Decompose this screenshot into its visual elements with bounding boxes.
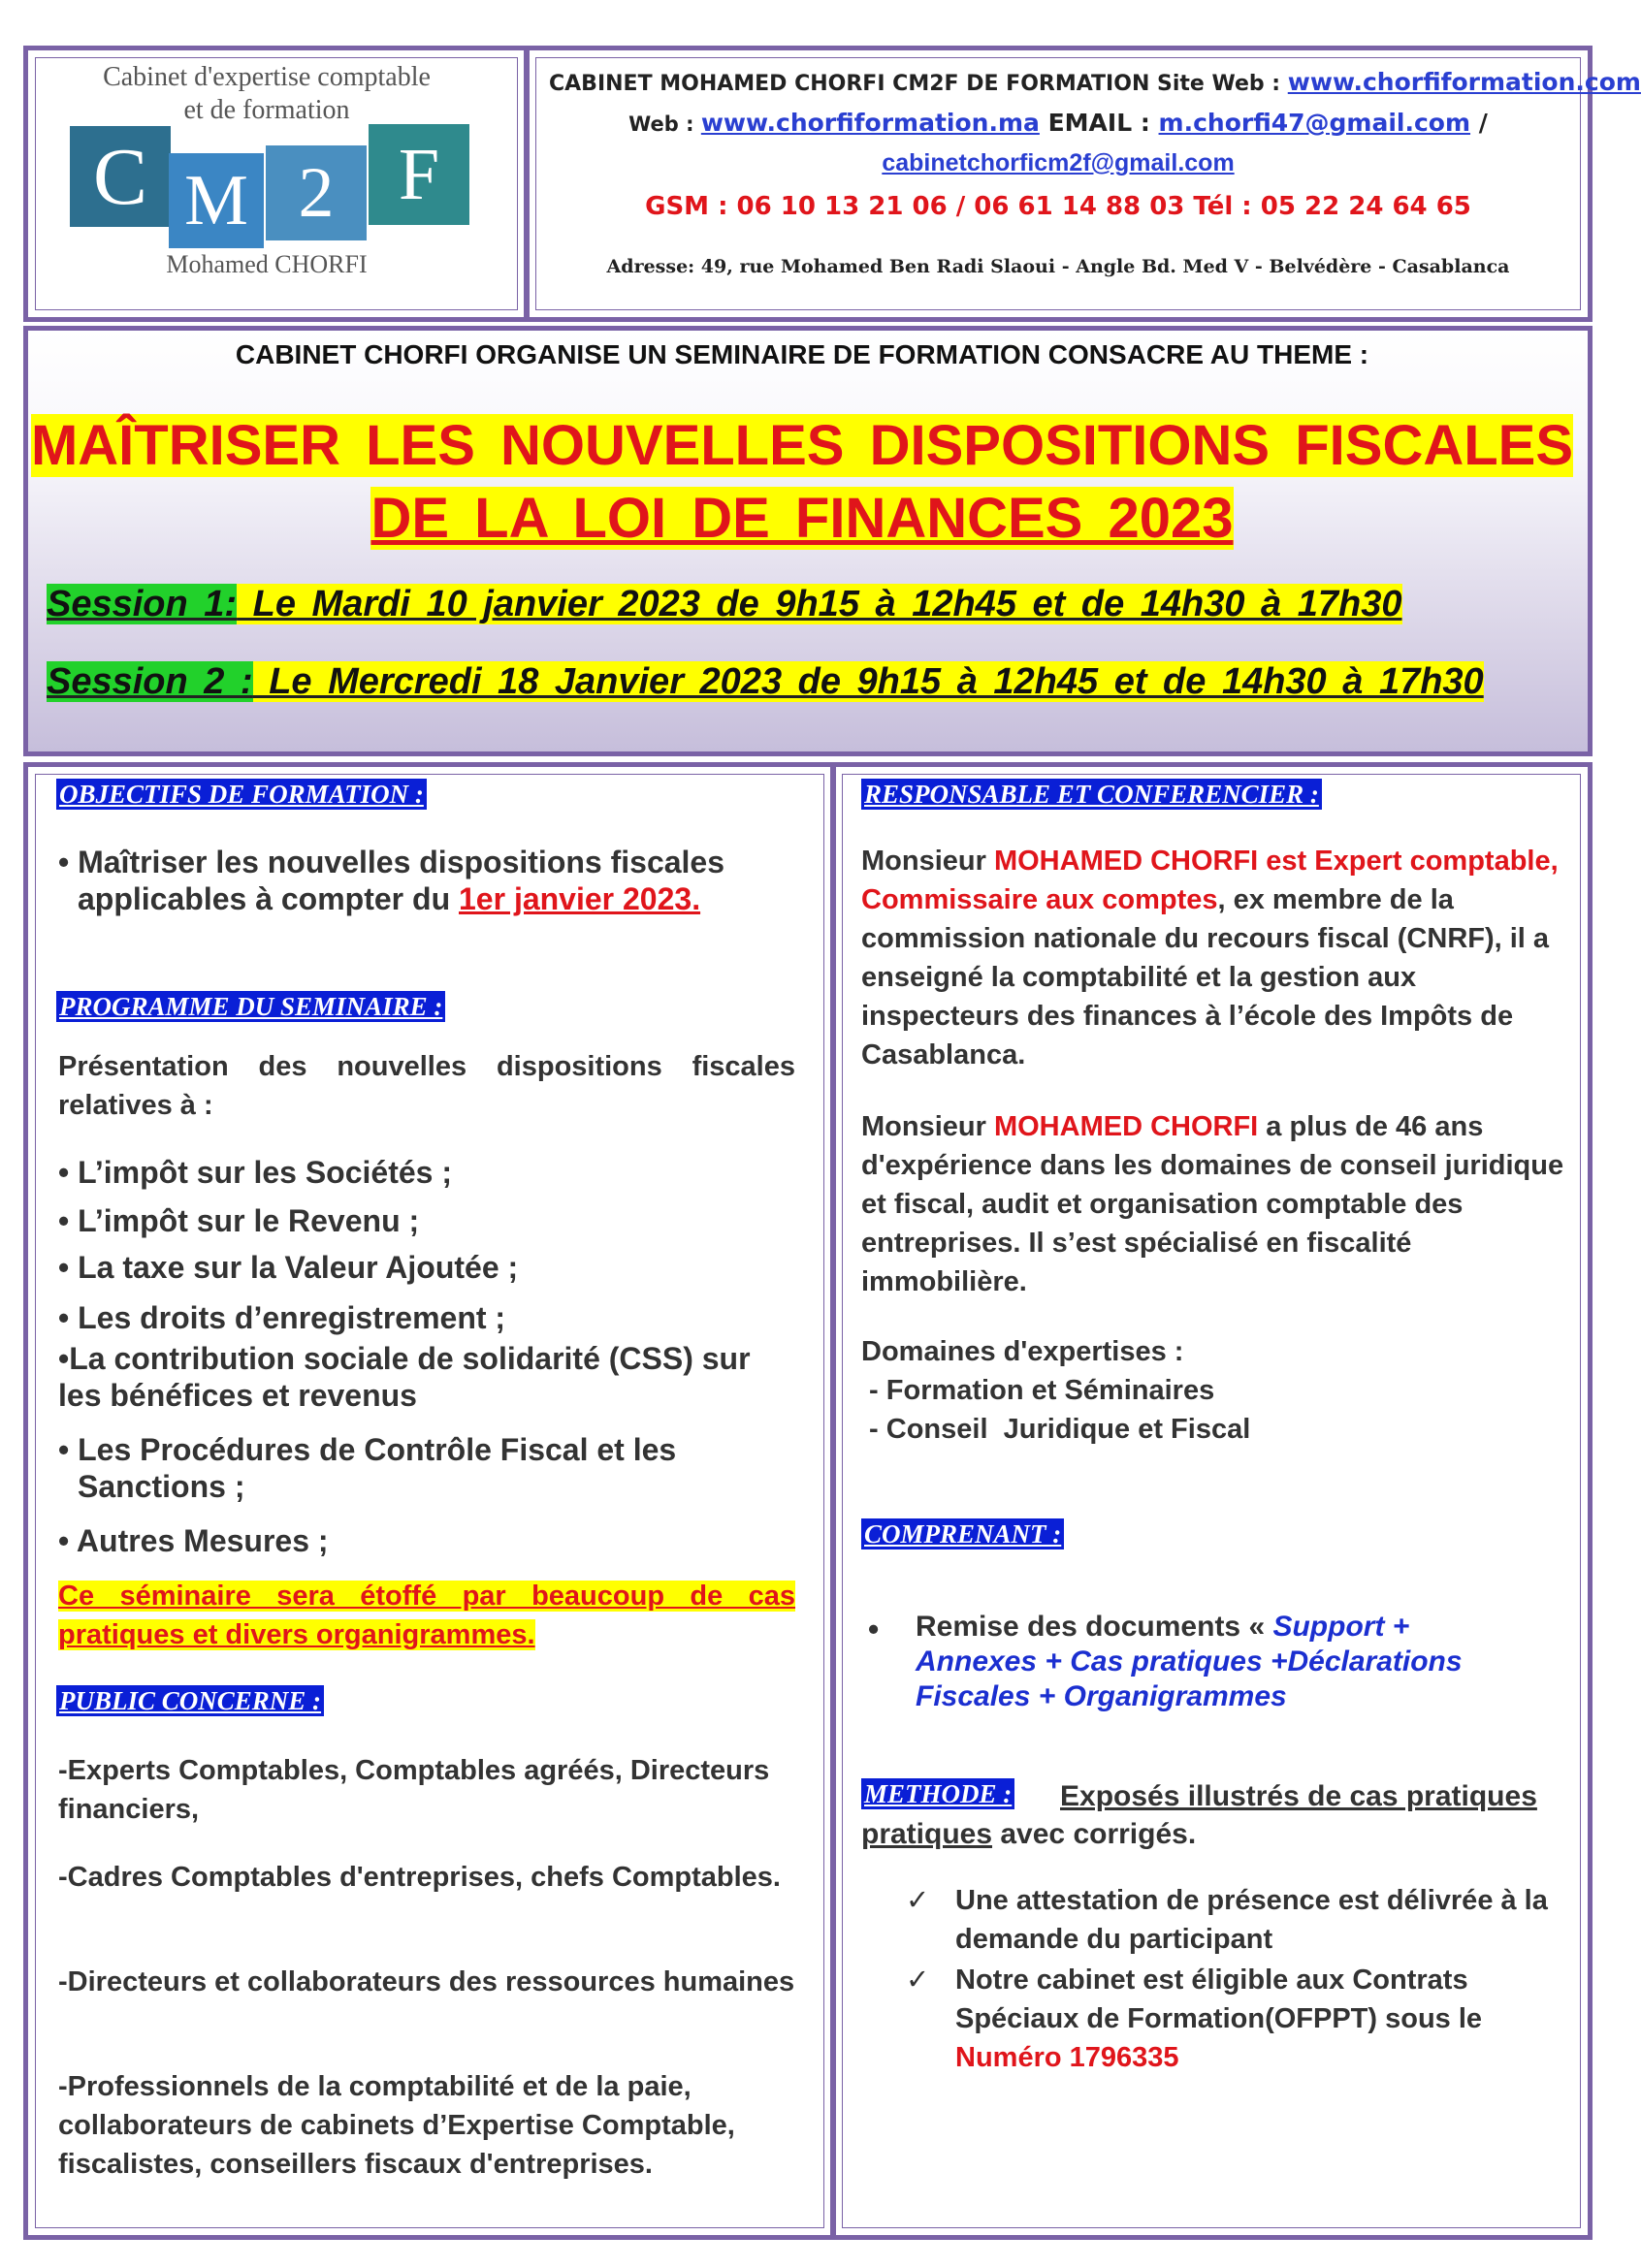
web-ma-link[interactable]: www.chorfiformation.ma <box>700 109 1040 137</box>
programme-item: • L’impôt sur le Revenu ; <box>58 1203 420 1238</box>
email-link-2[interactable]: cabinetchorficm2f@gmail.com <box>882 149 1235 176</box>
check-icon: ✓ <box>906 1885 930 1916</box>
logo-letter-f: F <box>369 124 469 225</box>
email-separator: / <box>1470 109 1488 137</box>
session-2-text: Le Mercredi 18 Janvier 2023 de 9h15 à 12h45 et de 14h30 à 17h30 <box>252 661 1484 702</box>
bio-2-rest: a plus de 46 ans d'expérience dans les domaines de conseil juridique et fiscal, audit et organisation comptable des entreprises. Il s’est spécialisé en fiscalité immobilière. <box>861 1111 1564 1297</box>
bio-paragraph-2 <box>861 1107 1569 1301</box>
public-item: -Cadres Comptables d'entreprises, chefs Comptables. <box>58 1862 781 1893</box>
session-2-label: Session 2 : <box>47 661 253 702</box>
objectif-text-2: applicables à compter du <box>78 881 459 916</box>
programme-item: • Autres Mesures ; <box>58 1523 329 1558</box>
session-1-label: Session 1: <box>47 584 238 624</box>
objectif-date: 1er janvier 2023. <box>459 881 701 916</box>
banner-intro: CABINET CHORFI ORGANISE UN SEMINAIRE DE FORMATION CONSACRE AU THEME : <box>235 339 1369 369</box>
logo-tagline-2: et de formation <box>183 95 350 125</box>
session-1 <box>47 584 1402 625</box>
contact-line-3 <box>549 149 1567 177</box>
domaine-item: - Conseil Juridique et Fiscal <box>861 1414 1251 1445</box>
public-item: -Professionnels de la comptabilité et de la paie, collaborateurs de cabinets d’Expertise Comptable, fiscalistes, conseillers fiscaux d'entreprises. <box>58 2071 735 2180</box>
objectif-item <box>58 844 795 917</box>
session-1-text: Le Mardi 10 janvier 2023 de 9h15 à 12h45 et de 14h30 à 17h30 <box>237 584 1402 624</box>
comprenant-item <box>916 1610 1536 1714</box>
email-link-1[interactable]: m.chorfi47@gmail.com <box>1158 109 1471 137</box>
programme-item: • Les droits d’enregistrement ; <box>58 1300 506 1335</box>
programme-item: • Les Procédures de Contrôle Fiscal et les <box>58 1432 677 1467</box>
public-item: -Directeurs et collaborateurs des ressources humaines <box>58 1966 795 1997</box>
check-item-2-text: Notre cabinet est éligible aux Contrats Spéciaux de Formation(OFPPT) sous le <box>955 1965 1483 2034</box>
public-heading: PUBLIC CONCERNE : <box>56 1685 324 1716</box>
programme-heading: PROGRAMME DU SEMINAIRE : <box>56 991 445 1022</box>
programme-item: • La taxe sur la Valeur Ajoutée ; <box>58 1250 519 1285</box>
contact-company-label: CABINET MOHAMED CHORFI CM2F DE FORMATION Site Web : <box>549 72 1288 96</box>
seminar-note <box>58 1577 795 1654</box>
bio-paragraph-1 <box>861 842 1569 1074</box>
domaines-title: Domaines d'expertises : <box>861 1336 1184 1367</box>
comprenant-text: Remise des documents « <box>916 1611 1273 1643</box>
email-label: EMAIL : <box>1039 109 1159 137</box>
programme-item: • L’impôt sur les Sociétés ; <box>58 1155 452 1190</box>
bullet-icon: • <box>868 1612 880 1646</box>
comprenant-heading: COMPRENANT : <box>861 1518 1064 1549</box>
site-web-link[interactable]: www.chorfiformation.com <box>1287 68 1641 96</box>
contact-phones: GSM : 06 10 13 21 06 / 06 61 14 88 03 Tél : 05 22 24 64 65 <box>645 192 1471 221</box>
contact-line-2 <box>549 109 1567 137</box>
public-item: -Experts Comptables, Comptables agréés, Directeurs financiers, <box>58 1755 770 1825</box>
bio-1-highlight: MOHAMED CHORFI est Expert comptable, Commissaire aux comptes <box>861 846 1559 915</box>
check-item-1: Une attestation de présence est délivrée à la demande du participant <box>955 1885 1548 1955</box>
programme-item: Sanctions ; <box>78 1469 245 1504</box>
methode-text <box>1060 1777 1564 1816</box>
logo-owner-name: Mohamed CHORFI <box>166 250 368 278</box>
ofppt-number: Numéro 1796335 <box>955 2042 1179 2073</box>
objectif-text-1: Maîtriser les nouvelles dispositions fiscales <box>78 845 725 879</box>
programme-item: •La contribution sociale de solidarité (CSS) sur les bénéfices et revenus <box>58 1341 751 1413</box>
methode-text-continued: pratiques <box>861 1818 993 1850</box>
methode-text-line2 <box>861 1815 1560 1854</box>
title-line-2 <box>0 487 1604 550</box>
bio-2-highlight: MOHAMED CHORFI <box>993 1111 1259 1142</box>
company-logo <box>60 60 473 279</box>
contact-line-1 <box>549 68 1641 96</box>
methode-text-end: avec corrigés. <box>992 1818 1197 1850</box>
responsable-heading: RESPONSABLE ET CONFERENCIER : <box>861 779 1322 810</box>
logo-letter-m: M <box>169 153 264 248</box>
domaine-item: - Formation et Séminaires <box>861 1375 1215 1406</box>
title-line-1 <box>0 414 1604 477</box>
session-2 <box>47 661 1484 703</box>
seminar-note-text: Ce séminaire sera étoffé par beaucoup de cas pratiques et divers organigrammes. <box>58 1581 795 1650</box>
bio-1-intro: Monsieur <box>861 846 994 877</box>
check-icon: ✓ <box>906 1965 930 1996</box>
objectifs-heading: OBJECTIFS DE FORMATION : <box>56 779 427 810</box>
logo-letter-c: C <box>70 126 171 227</box>
check-item-2 <box>955 1961 1566 2077</box>
logo-letter-2: 2 <box>266 145 367 240</box>
bullet-icon: • <box>58 845 70 879</box>
seminar-title-1: MAÎTRISER LES NOUVELLES DISPOSITIONS FISCALES <box>30 414 1574 477</box>
bio-2-intro: Monsieur <box>861 1111 994 1142</box>
bio-1-rest: , ex membre de la commission nationale du recours fiscal (CNRF), il a enseigné la comptabilité et la gestion aux inspecteurs des finances à l’école des Impôts de Casablanca. <box>861 884 1550 1070</box>
seminar-title-2: DE LA LOI DE FINANCES 2023 <box>370 487 1234 550</box>
comprenant-documents: Support + Annexes + Cas pratiques +Déclarations Fiscales + Organigrammes <box>916 1611 1463 1712</box>
methode-heading: METHODE : <box>861 1778 1014 1809</box>
programme-intro: Présentation des nouvelles dispositions fiscales relatives à : <box>58 1051 795 1121</box>
web-label: Web : <box>628 112 701 136</box>
logo-tagline-1: Cabinet d'expertise comptable <box>103 62 431 92</box>
contact-address: Adresse: 49, rue Mohamed Ben Radi Slaoui - Angle Bd. Med V - Belvédère - Casablanca <box>606 256 1510 277</box>
methode-text-main: Exposés illustrés de cas pratiques <box>1060 1780 1537 1812</box>
